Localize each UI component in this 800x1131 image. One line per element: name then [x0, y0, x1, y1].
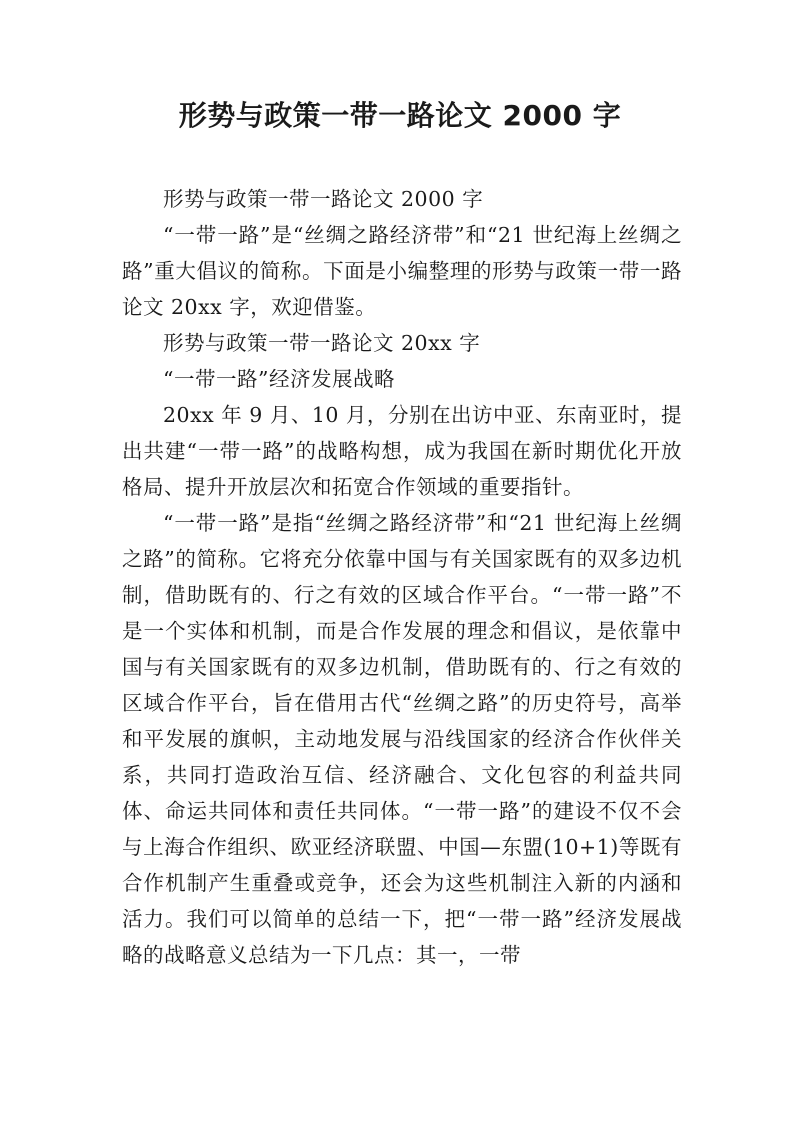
paragraph-heading-20xx: 形势与政策一带一路论文 20xx 字 [163, 331, 481, 355]
document-title: 形势与政策一带一路论文 2000 字 [178, 99, 622, 132]
paragraph-background: 20xx 年 9 月、10 月，分别在出访中亚、东南亚时，提出共建“一带一路”的战略构想，成为我国在新时期优化开放格局、提升开放层次和拓宽合作领域的重要指针。 [122, 403, 682, 499]
paragraph-intro: “一带一路”是“丝绸之路经济带”和“21 世纪海上丝绸之路”重大倡议的简称。下面是小编整理的形势与政策一带一路论文 20xx 字，欢迎借鉴。 [122, 223, 682, 319]
paragraph-section-heading: “一带一路”经济发展战略 [163, 367, 395, 391]
paragraph-subtitle: 形势与政策一带一路论文 2000 字 [163, 187, 484, 211]
paragraph-definition: “一带一路”是指“丝绸之路经济带”和“21 世纪海上丝绸之路”的简称。它将充分依靠中国与有关国家既有的双多边机制，借助既有的、行之有效的区域合作平台。“一带一路”不是一个实体和机制，而是合作发展的理念和倡议，是依靠中国与有关国家既有的双多边机制，借助既有的、行之有效的区域合作平台，旨在借用古代“丝绸之路”的历史符号，高举和平发展的旗帜，主动地发展与沿线国家的经济合作伙伴关系，共同打造政治互信、经济融合、文化包容的利益共同体、命运共同体和责任共同体。“一带一路”的建设不仅不会与上海合作组织、欧亚经济联盟、中国—东盟(10+1)等既有合作机制产生重叠或竞争，还会为这些机制注入新的内涵和活力。我们可以简单的总结一下，把“一带一路”经济发展战略的战略意义总结为一下几点：其一，一带 [122, 511, 682, 967]
document-body [122, 181, 682, 973]
